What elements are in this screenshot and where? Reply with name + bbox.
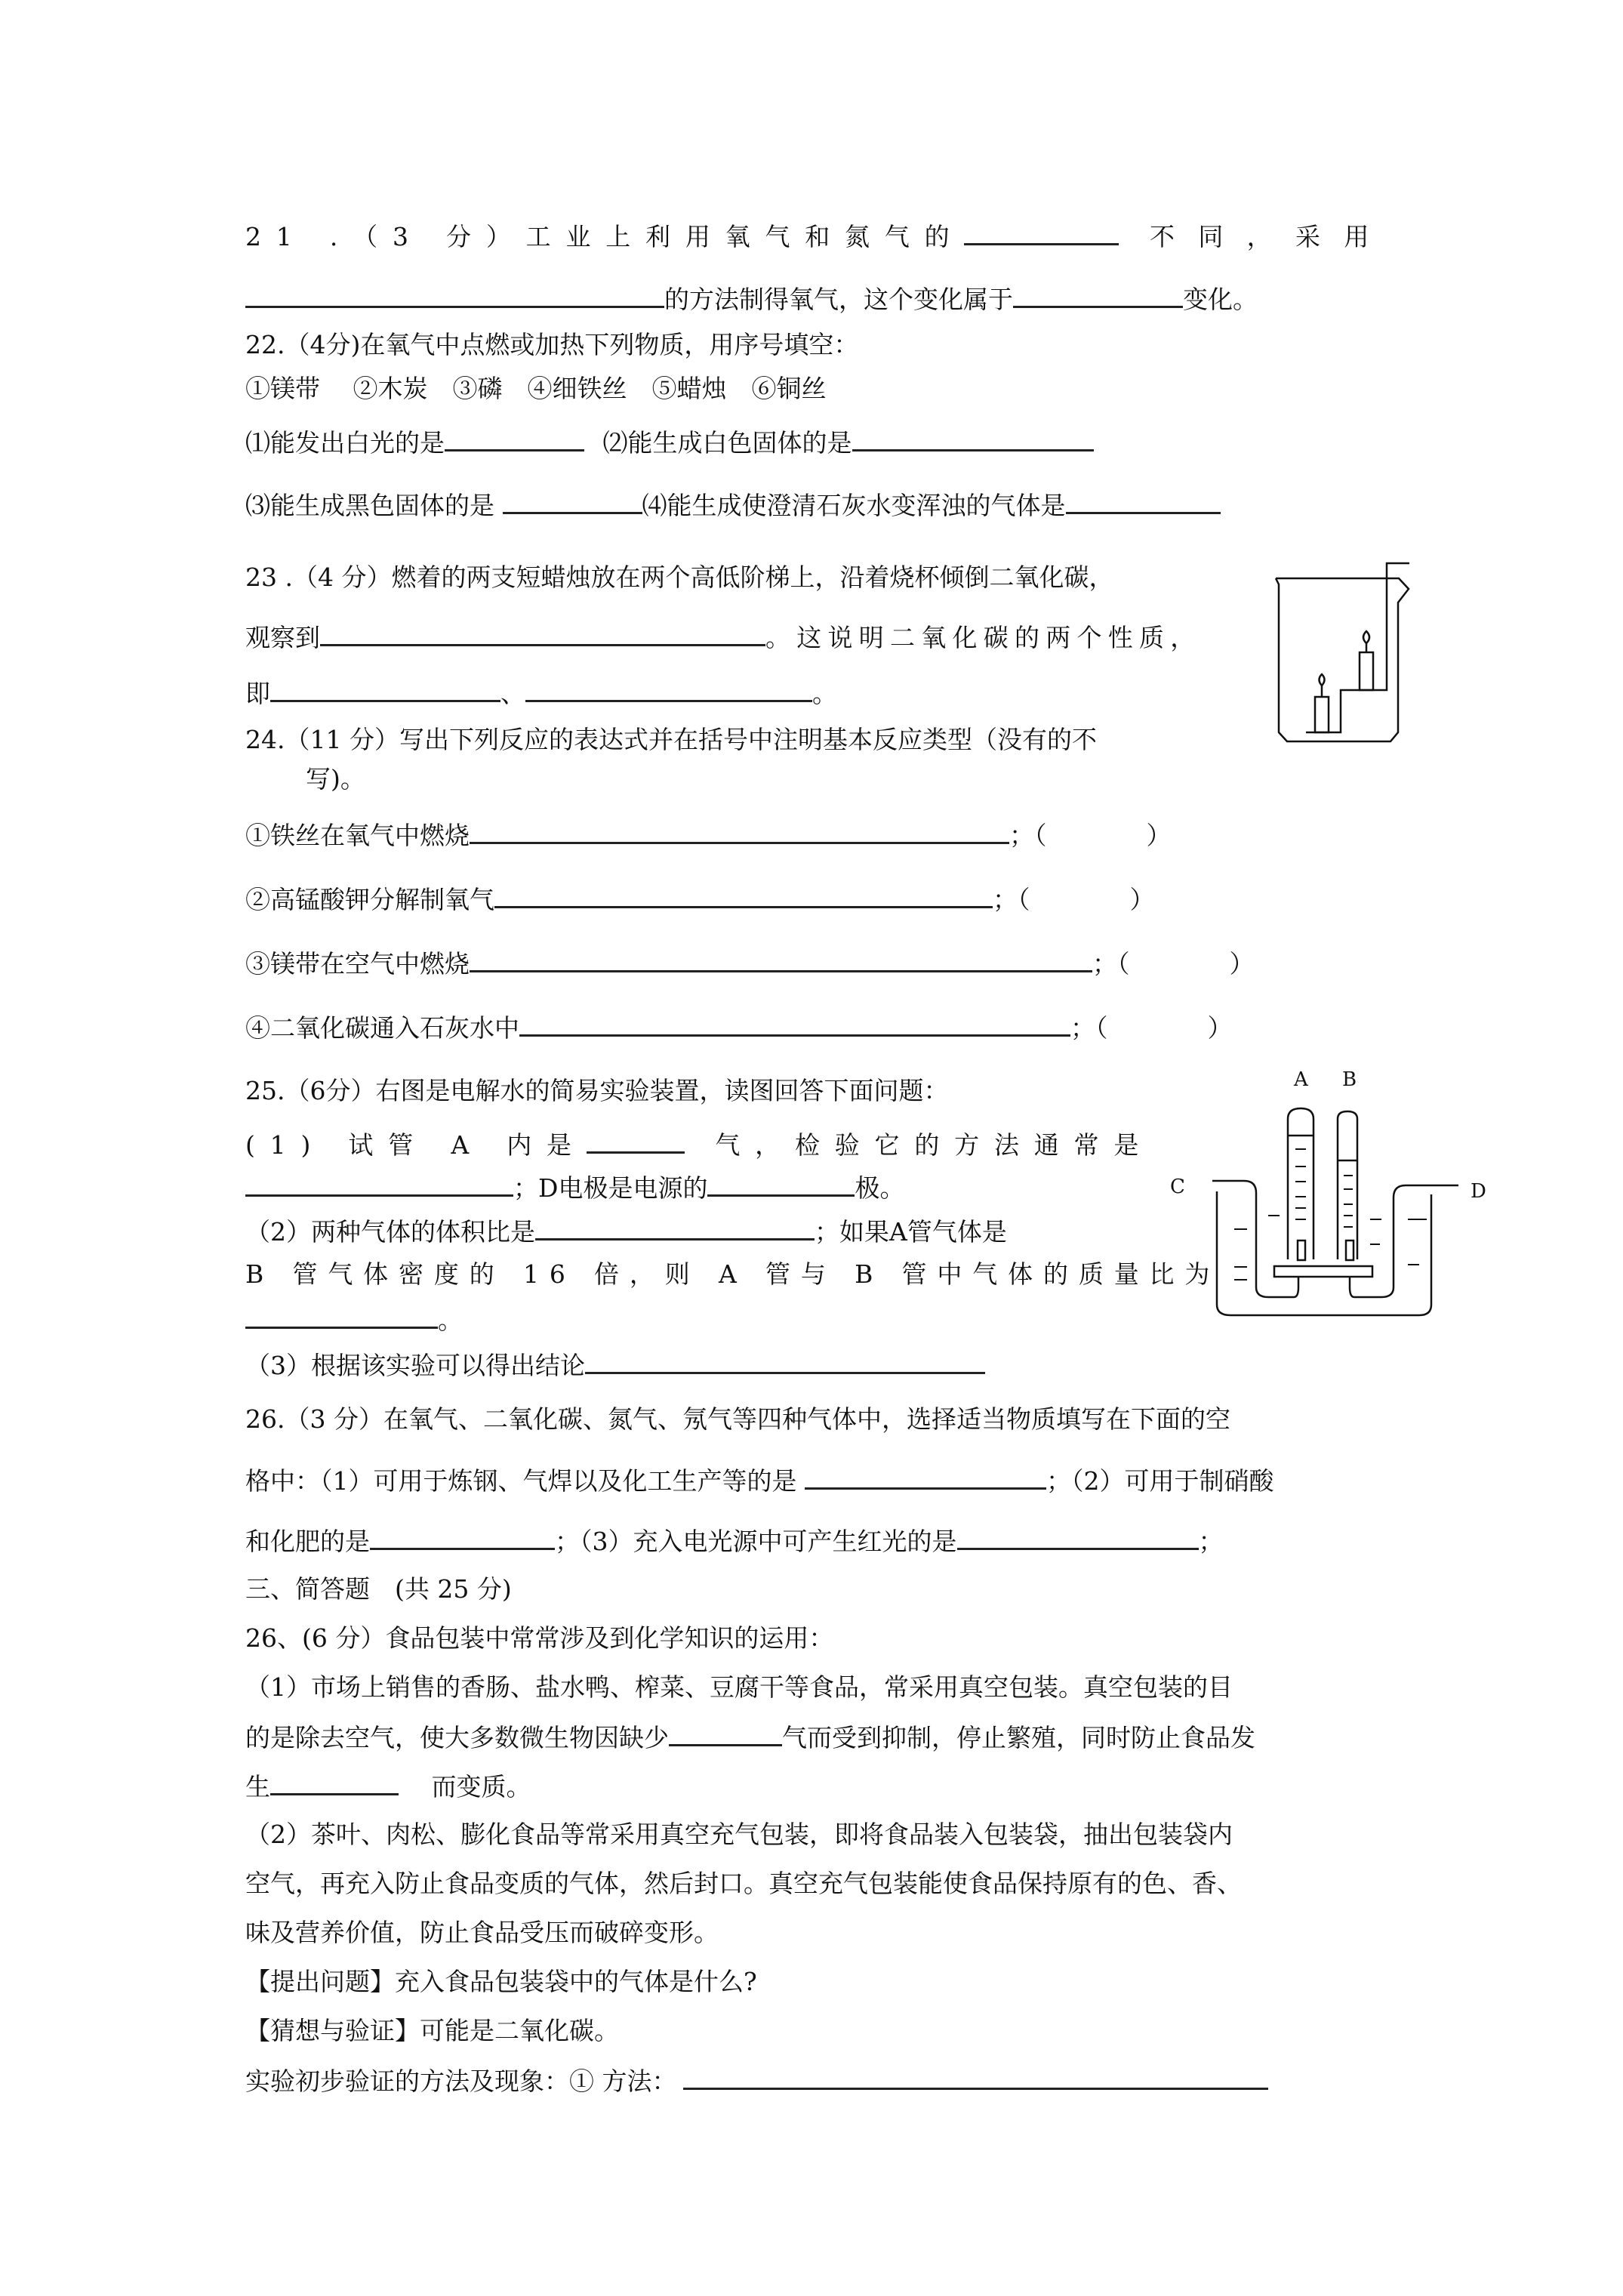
q24-title: 24.（11 分）写出下列反应的表达式并在括号中注明基本反应类型（没有的不	[245, 725, 1097, 754]
q25-p2b-text: B 管气体密度的 16 倍，则 A 管与 B 管中气体的质量比为	[245, 1259, 1221, 1289]
q23-blank-1[interactable]	[320, 621, 765, 646]
q26b-p1-l2	[245, 1721, 1255, 1753]
q26a-blank-1[interactable]	[805, 1465, 1046, 1490]
q22-row2	[245, 489, 1221, 521]
q26b-question: 【提出问题】充入食品包装袋中的气体是什么?	[245, 1967, 757, 1996]
q24-item-2	[245, 883, 1155, 915]
q25-blank-1[interactable]	[587, 1129, 685, 1154]
q21-text-a: 21 .（3 分）工业上利用氧气和氮气的	[245, 222, 965, 251]
q24-blank-4[interactable]	[519, 1012, 1070, 1037]
q25-blank-5[interactable]	[245, 1304, 438, 1329]
beaker-outline	[1276, 578, 1409, 741]
q26a-text-c: 和化肥的是	[245, 1527, 370, 1556]
high-candle-flame	[1363, 631, 1369, 643]
q26b-title: 26、(6 分）食品包装中常常涉及到化学知识的运用：	[245, 1623, 834, 1653]
q26a-text-a: 格中：（1）可用于炼钢、气焊以及化工生产等的是	[245, 1466, 805, 1496]
q26b-text-b: 气而受到抑制，停止繁殖，同时防止食品发	[782, 1723, 1255, 1752]
q24-item-3-label: ③镁带在空气中燃烧	[245, 949, 470, 978]
q25-p2c-end: 。	[438, 1305, 463, 1335]
q23-text-b: 。这说明二氧化碳的两个性质，	[765, 623, 1202, 652]
q22-p4-label: ⑷能生成使澄清石灰水变浑浊的气体是	[642, 491, 1066, 520]
q24-item-1	[245, 819, 1172, 851]
q26a-end: ；	[1198, 1527, 1224, 1556]
low-candle	[1315, 697, 1329, 732]
q22-blank-3[interactable]	[503, 489, 642, 514]
q26b-blank-2[interactable]	[270, 1771, 399, 1795]
step-and-pour-tube	[1306, 563, 1409, 732]
q24-item-3	[245, 948, 1255, 979]
q25-p1	[245, 1129, 1153, 1160]
q25-p1-b: 气，检验它的方法通常是	[715, 1130, 1154, 1160]
q22-title: 22.（4分)在氧气中点燃或加热下列物质，用序号填空：	[245, 330, 859, 359]
q22-p3-label: ⑶能生成黑色固体的是	[245, 491, 503, 520]
q26b-text-c: 生	[245, 1772, 270, 1801]
q25-blank-2[interactable]	[245, 1172, 513, 1197]
q24-blank-1[interactable]	[470, 819, 1009, 844]
q24-item-3-tail: ；（ ）	[1092, 949, 1255, 978]
label-a: A	[1294, 1068, 1308, 1091]
q25-p2b	[245, 1259, 1220, 1290]
q25-p2	[245, 1216, 1007, 1247]
q21-line1	[245, 220, 1393, 252]
q24-item-1-label: ①铁丝在氧气中燃烧	[245, 821, 470, 850]
q24-item-4-tail: ；（ ）	[1070, 1013, 1233, 1043]
q23-text-a: 观察到	[245, 623, 320, 652]
q24-item-2-label: ②高锰酸钾分解制氧气	[245, 885, 494, 914]
q24-blank-2[interactable]	[494, 883, 993, 908]
electrode-a	[1298, 1240, 1305, 1260]
label-d: D	[1471, 1180, 1486, 1203]
q21-blank-2[interactable]	[245, 283, 664, 308]
low-candle-flame	[1320, 674, 1325, 686]
section3-title: 三、简答题 (共 25 分)	[245, 1574, 512, 1604]
q25-p2-a: （2）两种气体的体积比是	[245, 1217, 535, 1247]
q24-blank-3[interactable]	[470, 948, 1092, 972]
q26b-p2-l2: 空气，再充入防止食品变质的气体，然后封口。真空充气包装能使食品保持原有的色、香、	[245, 1869, 1242, 1898]
electrolysis-figure	[1163, 1057, 1510, 1336]
q26a-text-b: ；（2）可用于制硝酸	[1046, 1466, 1274, 1496]
q25-p3	[245, 1349, 985, 1381]
q22-options: ①镁带 ②木炭 ③磷 ④细铁丝 ⑤蜡烛 ⑥铜丝	[245, 374, 827, 403]
q22-blank-4[interactable]	[1066, 489, 1221, 514]
q25-p2-b: ；如果A管气体是	[815, 1217, 1007, 1247]
q25-p1b-a: ；D电极是电源的	[513, 1173, 708, 1203]
q23-end: 。	[812, 679, 837, 708]
q26a-line1: 26.（3 分）在氧气、二氧化碳、氮气、氖气等四种气体中，选择适当物质填写在下面的空	[245, 1404, 1230, 1434]
q22-row1	[245, 427, 1094, 458]
q23-sep: 、	[500, 679, 525, 708]
q26b-method	[245, 2065, 1268, 2097]
q25-title: 25.（6分）右图是电解水的简易实验装置，读图回答下面问题：	[245, 1076, 949, 1105]
q21-text-d: 变化。	[1183, 285, 1258, 314]
q26b-blank-3[interactable]	[683, 2065, 1268, 2090]
wire-c	[1212, 1181, 1298, 1297]
q21-text-b: 不同，采用	[1149, 222, 1393, 251]
q26b-p2-l3: 味及营养价值，防止食品受压而破碎变形。	[245, 1918, 719, 1947]
electrode-b	[1346, 1240, 1354, 1260]
q26b-p1-l1: （1）市场上销售的香肠、盐水鸭、榨菜、豆腐干等食品，常采用真空包装。真空包装的目	[245, 1672, 1233, 1702]
q26b-method-label: 实验初步验证的方法及现象：① 方法：	[245, 2066, 677, 2096]
q25-p2c	[245, 1304, 463, 1336]
beaker-candles-figure	[1268, 551, 1442, 755]
q24-title-cont: 写)。	[306, 764, 365, 794]
q24-item-4-label: ④二氧化碳通入石灰水中	[245, 1013, 519, 1043]
q23-blank-3[interactable]	[525, 677, 812, 702]
q23-blank-2[interactable]	[270, 677, 500, 702]
q26a-line2	[245, 1465, 1274, 1496]
q24-item-1-tail: ；（ ）	[1009, 821, 1172, 850]
electrode-base	[1274, 1266, 1372, 1277]
q26a-text-d: ；（3）充入电光源中可产生红光的是	[555, 1527, 957, 1556]
q23-line3	[245, 677, 837, 709]
q23-text-c: 即	[245, 679, 270, 708]
q26b-text-a: 的是除去空气，使大多数微生物因缺少	[245, 1723, 669, 1752]
high-candle	[1360, 652, 1373, 690]
tube-b	[1338, 1111, 1357, 1259]
q26b-p1-l3	[245, 1771, 531, 1802]
q26b-hypothesis: 【猜想与验证】可能是二氧化碳。	[245, 2016, 619, 2045]
q26b-blank-1[interactable]	[669, 1721, 782, 1746]
q22-p1-label: ⑴能发出白光的是	[245, 428, 445, 458]
q22-p2-label: ⑵能生成白色固体的是	[602, 428, 852, 458]
q25-blank-4[interactable]	[535, 1216, 815, 1240]
q21-blank-3[interactable]	[1013, 283, 1183, 308]
q25-blank-6[interactable]	[585, 1349, 985, 1374]
q26b-text-d: 而变质。	[399, 1772, 531, 1801]
q21-text-c: 的方法制得氧气，这个变化属于	[664, 285, 1013, 314]
q24-item-4	[245, 1012, 1233, 1043]
q22-blank-2[interactable]	[852, 427, 1094, 451]
q26a-line3	[245, 1525, 1224, 1557]
q26a-blank-3[interactable]	[957, 1525, 1199, 1550]
label-c: C	[1170, 1176, 1185, 1198]
q23-line2	[245, 621, 1202, 653]
wire-d	[1350, 1185, 1458, 1297]
q26a-blank-2[interactable]	[370, 1525, 555, 1550]
q26b-p2-l1: （2）茶叶、肉松、膨化食品等常采用真空充气包装，即将食品装入包装袋，抽出包装袋内	[245, 1820, 1233, 1849]
q23-line1: 23 .（4 分）燃着的两支短蜡烛放在两个高低阶梯上，沿着烧杯倾倒二氧化碳，	[245, 562, 1114, 592]
q25-p1b	[245, 1172, 904, 1203]
label-b: B	[1342, 1068, 1357, 1091]
q25-blank-3[interactable]	[707, 1172, 855, 1197]
q24-item-2-tail: ；（ ）	[993, 885, 1155, 914]
q22-blank-1[interactable]	[445, 427, 584, 451]
q25-p1b-b: 极。	[855, 1173, 905, 1203]
q21-blank-1[interactable]	[964, 220, 1119, 245]
q25-p1-a: (1) 试管 A 内是	[245, 1130, 587, 1160]
tube-a	[1288, 1108, 1313, 1259]
electrolysis-svg	[1163, 1057, 1510, 1336]
beaker-candles-svg	[1268, 551, 1442, 755]
q25-p3-a: （3）根据该实验可以得出结论	[245, 1351, 585, 1380]
q21-line2	[245, 283, 1258, 315]
trough	[1217, 1191, 1431, 1315]
